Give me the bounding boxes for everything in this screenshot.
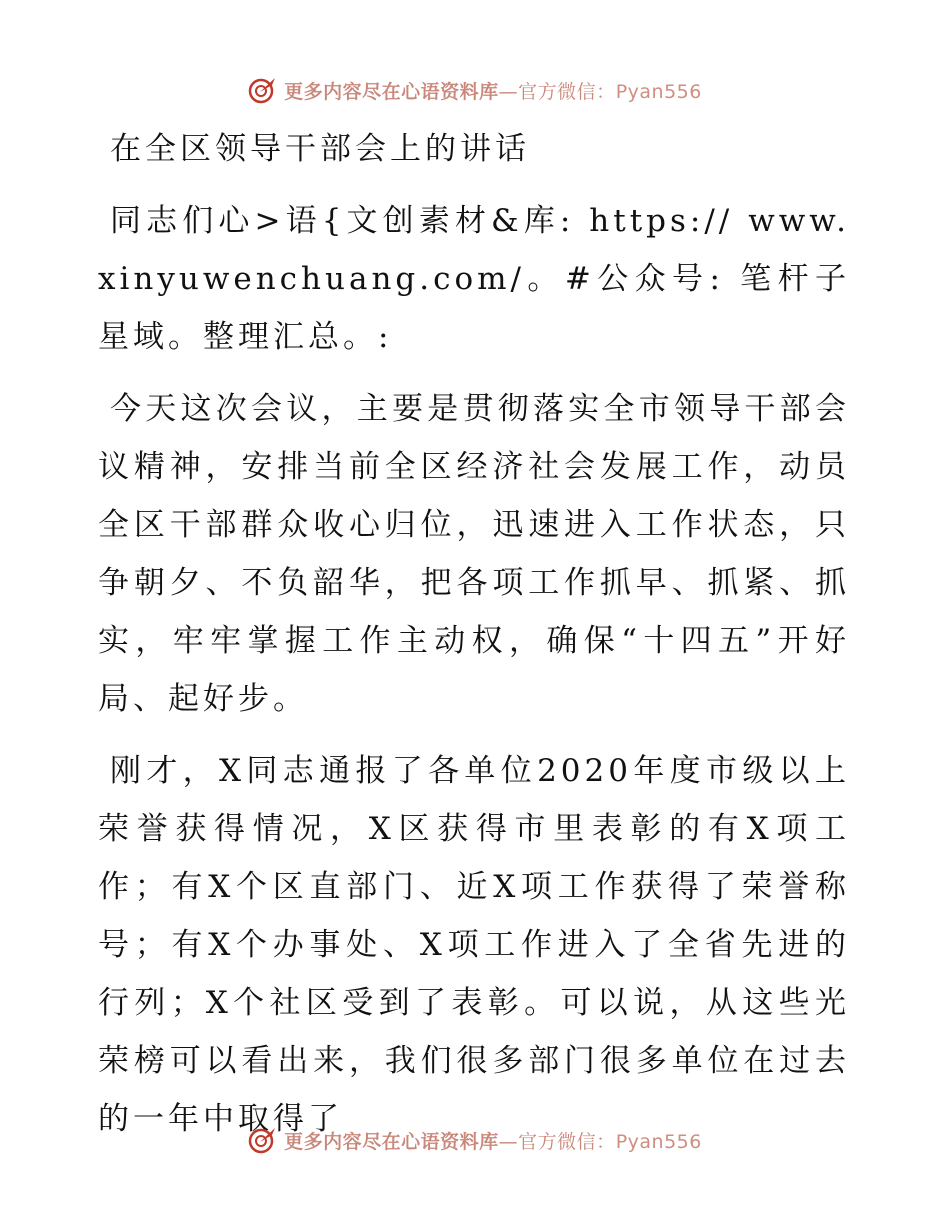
watermark-brand: 更多内容尽在心语资料库 [284, 1130, 499, 1153]
watermark-text [284, 1127, 702, 1154]
document-paragraph: 今天这次会议，主要是贯彻落实全市领导干部会议精神，安排当前全区经济社会发展工作，动员全区干部群众收心归位，迅速进入工作状态，只争朝夕、不负韶华，把各项工作抓早、抓紧、抓实，牢牢掌握工作主动权，确保“十四五”开好局、起好步。 [98, 391, 850, 717]
header-watermark [0, 72, 950, 108]
document-body [98, 120, 850, 1148]
document-title: 在全区领导干部会上的讲话 [110, 131, 530, 167]
watermark-wechat-id: Pyan556 [615, 1130, 702, 1153]
document-paragraph: 同志们心>语{文创素材&库: https:// www.xinyuwenchuang.com/。#公众号: 笔杆子星域。整理汇总。: [98, 203, 850, 355]
watermark-separator: — [498, 80, 519, 103]
document-paragraph: 刚才，X同志通报了各单位2020年度市级以上荣誉获得情况，X区获得市里表彰的有X项工作；有X个区直部门、近X项工作获得了荣誉称号；有X个办事处、X项工作进入了全省先进的行列；X个社区受到了表彰。可以说，从这些光荣榜可以看出来，我们很多部门很多单位在过去的一年中取得了 [98, 753, 850, 1137]
watermark-separator: — [498, 1130, 519, 1153]
watermark-subtitle: 官方微信： [518, 80, 616, 103]
watermark-wechat-id: Pyan556 [615, 80, 702, 103]
watermark-brand: 更多内容尽在心语资料库 [284, 80, 499, 103]
quill-logo-icon [248, 75, 278, 105]
quill-logo-icon [248, 1125, 278, 1155]
watermark-subtitle: 官方微信： [518, 1130, 616, 1153]
footer-watermark [0, 1122, 950, 1158]
watermark-text [284, 77, 702, 104]
